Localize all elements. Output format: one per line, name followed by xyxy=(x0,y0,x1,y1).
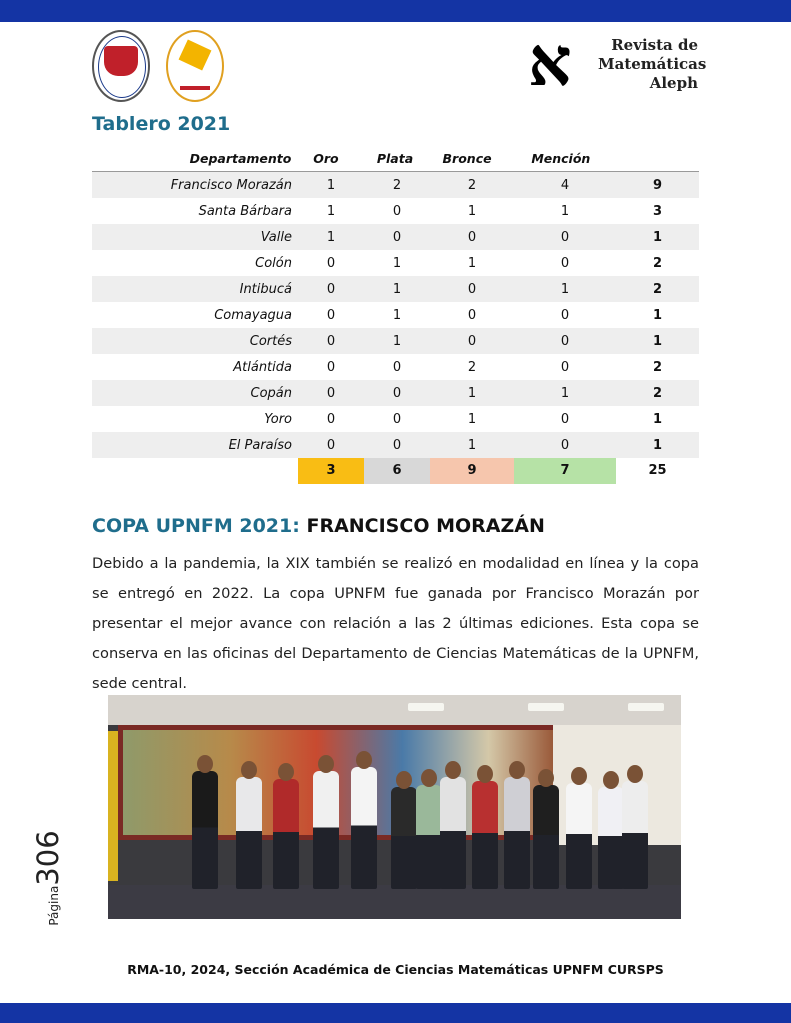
footer-citation: RMA-10, 2024, Sección Académica de Ciencias Matemáticas UPNFM CURSPS xyxy=(127,962,664,977)
page-number xyxy=(28,822,68,934)
cell-mencion: 0 xyxy=(560,307,570,323)
table-row xyxy=(92,302,699,328)
cell-total: 1 xyxy=(652,307,663,323)
page-number-rotated xyxy=(31,830,65,925)
photo-person xyxy=(533,785,559,889)
cell-bronce: 0 xyxy=(467,307,477,323)
cell-total: 1 xyxy=(652,333,663,349)
photo-person-head xyxy=(241,761,257,779)
cell-departamento: El Paraíso xyxy=(228,437,292,453)
table-body xyxy=(92,172,699,458)
university-seal-logo xyxy=(92,30,150,102)
bottom-band xyxy=(0,1003,791,1023)
cell-bronce: 0 xyxy=(467,281,477,297)
cell-bronce: 1 xyxy=(467,437,477,453)
cell-plata: 0 xyxy=(392,359,402,375)
cell-oro: 0 xyxy=(326,385,336,401)
cell-plata: 1 xyxy=(392,281,402,297)
header-mencion: Mención xyxy=(531,151,591,166)
photo-person-head xyxy=(603,771,619,789)
page-value: 306 xyxy=(31,830,65,886)
cell-oro: 0 xyxy=(326,281,336,297)
cell-bronce: 2 xyxy=(467,359,477,375)
copa-paragraph: Debido a la pandemia, la XIX también se realizó en modalidad en línea y la copa se entregó en 2022. La copa UPNFM fue ganada por Francisco Morazán por presentar el mejor avance con relación a las 2 últimas ediciones. Esta copa se conserva en las oficinas del Departamento de Ciencias Matemáticas de la UPNFM, sede central. xyxy=(92,555,699,692)
header-oro: Oro xyxy=(313,151,339,166)
cell-bronce: 1 xyxy=(467,255,477,271)
cell-plata: 1 xyxy=(392,307,402,323)
photo-person xyxy=(472,781,498,889)
photo-person xyxy=(391,787,417,889)
table-row xyxy=(92,250,699,276)
cell-bronce: 1 xyxy=(467,385,477,401)
cell-plata: 0 xyxy=(392,203,402,219)
cell-bronce: 0 xyxy=(467,229,477,245)
cell-total: 1 xyxy=(652,411,663,427)
cell-total: 2 xyxy=(652,255,663,271)
photo-lamp xyxy=(628,703,664,711)
cell-total: 1 xyxy=(652,229,663,245)
cell-mencion: 0 xyxy=(560,411,570,427)
cell-plata: 1 xyxy=(392,255,402,271)
photo-floor xyxy=(108,885,681,919)
cell-mencion: 1 xyxy=(560,281,570,297)
photo-person-head xyxy=(421,769,437,787)
cell-oro: 0 xyxy=(326,437,336,453)
photo-person xyxy=(236,777,262,889)
photo-ceiling xyxy=(108,695,681,725)
table-row xyxy=(92,354,699,380)
photo-person-head xyxy=(538,769,554,787)
cell-mencion: 0 xyxy=(560,333,570,349)
cell-departamento: Yoro xyxy=(264,411,292,427)
journal-line-2: Matemáticas xyxy=(598,55,707,73)
cell-departamento: Comayagua xyxy=(214,307,292,323)
photo-person-head xyxy=(477,765,493,783)
journal-line-3: Aleph xyxy=(649,74,698,92)
copa-title-department: FRANCISCO MORAZÁN xyxy=(299,515,545,537)
journal-name xyxy=(598,36,707,93)
cell-departamento: Francisco Morazán xyxy=(170,177,292,193)
aleph-logo-icon: א xyxy=(528,22,572,102)
table-row xyxy=(92,328,699,354)
photo-person-head xyxy=(509,761,525,779)
cell-oro: 0 xyxy=(326,411,336,427)
cell-oro: 0 xyxy=(326,307,336,323)
cell-oro: 1 xyxy=(326,203,336,219)
cell-mencion: 0 xyxy=(560,255,570,271)
cell-oro: 0 xyxy=(326,255,336,271)
cell-plata: 0 xyxy=(392,411,402,427)
totals-label xyxy=(92,458,298,484)
page-label: Página xyxy=(47,885,61,926)
header-plata: Plata xyxy=(376,151,414,166)
cell-mencion: 4 xyxy=(560,177,570,193)
cell-mencion: 0 xyxy=(560,437,570,453)
olympiad-shape-icon xyxy=(179,40,212,71)
total-plata: 6 xyxy=(364,458,430,484)
cell-departamento: Colón xyxy=(255,255,292,271)
cell-plata: 0 xyxy=(392,437,402,453)
cell-bronce: 1 xyxy=(467,203,477,219)
photo-lamp xyxy=(528,703,564,711)
photo-person xyxy=(566,783,592,889)
photo-person-head xyxy=(571,767,587,785)
cell-mencion: 1 xyxy=(560,385,570,401)
table-row xyxy=(92,198,699,224)
cell-departamento: Cortés xyxy=(249,333,292,349)
olympiad-tag xyxy=(180,86,210,90)
table-row xyxy=(92,276,699,302)
cell-oro: 0 xyxy=(326,359,336,375)
photo-person xyxy=(622,781,648,889)
cell-plata: 0 xyxy=(392,229,402,245)
photo-person-head xyxy=(627,765,643,783)
table-row xyxy=(92,172,699,198)
cell-total: 2 xyxy=(652,385,663,401)
cell-plata: 1 xyxy=(392,333,402,349)
cell-oro: 0 xyxy=(326,333,336,349)
table-row xyxy=(92,380,699,406)
copa-title-prefix: COPA UPNFM 2021: xyxy=(92,515,300,537)
total-mencion: 7 xyxy=(514,458,616,484)
section-title-tablero: Tablero 2021 xyxy=(92,113,231,135)
photo-person-head xyxy=(445,761,461,779)
olympiad-logo xyxy=(166,30,224,102)
photo-person xyxy=(192,771,218,889)
cell-departamento: Copán xyxy=(250,385,292,401)
photo-banner xyxy=(108,731,118,881)
photo-lamp xyxy=(408,703,444,711)
cell-oro: 1 xyxy=(326,177,336,193)
total-bronce: 9 xyxy=(430,458,514,484)
cell-departamento: Valle xyxy=(260,229,292,245)
top-band xyxy=(0,0,791,22)
photo-person xyxy=(598,787,624,889)
table-row xyxy=(92,224,699,250)
cell-total: 9 xyxy=(652,177,663,193)
table-header xyxy=(92,146,699,172)
photo-person xyxy=(504,777,530,889)
cell-departamento: Intibucá xyxy=(239,281,292,297)
cell-mencion: 0 xyxy=(560,229,570,245)
totals-row xyxy=(92,458,699,484)
header-departamento: Departamento xyxy=(189,151,292,166)
photo-person-head xyxy=(278,763,294,781)
photo-person xyxy=(351,767,377,889)
award-group-photo xyxy=(108,695,681,919)
cell-bronce: 2 xyxy=(467,177,477,193)
table-row xyxy=(92,432,699,458)
total-oro: 3 xyxy=(298,458,364,484)
total-grand: 25 xyxy=(648,463,667,478)
cell-bronce: 0 xyxy=(467,333,477,349)
table-row xyxy=(92,406,699,432)
photo-person xyxy=(273,779,299,889)
cell-total: 2 xyxy=(652,359,663,375)
cell-oro: 1 xyxy=(326,229,336,245)
cell-total: 2 xyxy=(652,281,663,297)
photo-person-head xyxy=(318,755,334,773)
cell-plata: 0 xyxy=(392,385,402,401)
cell-total: 1 xyxy=(652,437,663,453)
cell-total: 3 xyxy=(652,203,663,219)
seal-shield-icon xyxy=(104,46,138,76)
photo-person-head xyxy=(197,755,213,773)
photo-person xyxy=(440,777,466,889)
photo-person xyxy=(416,785,442,889)
cell-mencion: 1 xyxy=(560,203,570,219)
cell-departamento: Santa Bárbara xyxy=(198,203,292,219)
photo-person xyxy=(313,771,339,889)
cell-mencion: 0 xyxy=(560,359,570,375)
journal-line-1: Revista de xyxy=(611,36,698,54)
medal-table xyxy=(92,146,699,484)
header-bronce: Bronce xyxy=(442,151,492,166)
cell-departamento: Atlántida xyxy=(233,359,292,375)
section-title-copa xyxy=(92,515,545,537)
cell-plata: 2 xyxy=(392,177,402,193)
photo-person-head xyxy=(356,751,372,769)
cell-bronce: 1 xyxy=(467,411,477,427)
photo-person-head xyxy=(396,771,412,789)
